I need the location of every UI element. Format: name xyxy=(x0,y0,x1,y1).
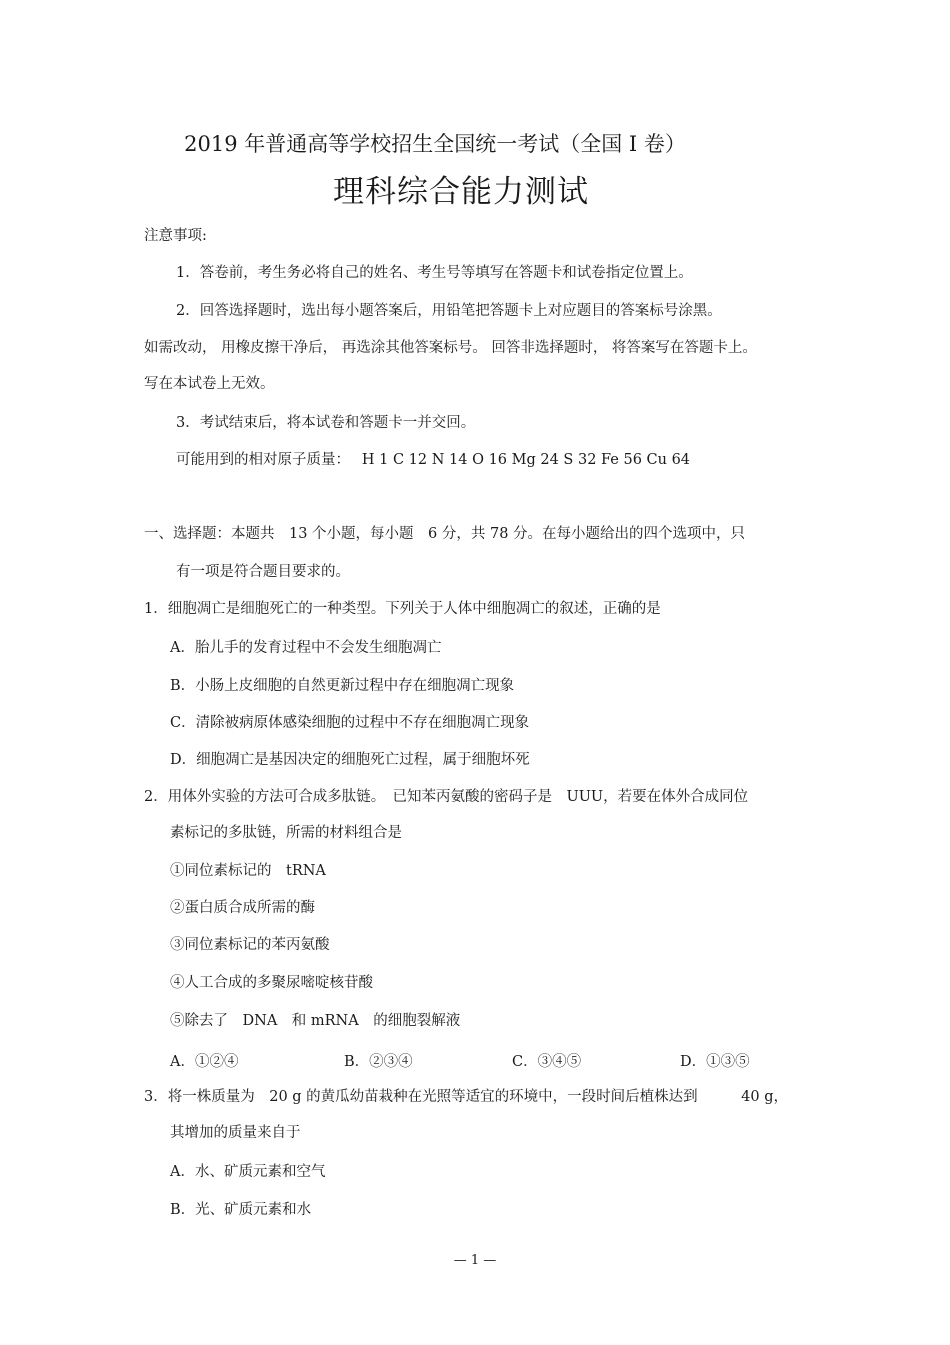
question-2-item-4: ④人工合成的多聚尿嘧啶核苷酸 xyxy=(170,975,373,991)
subject-title: 理科综合能力测试 xyxy=(333,174,589,210)
notice-item-1: 1．答卷前，考生务必将自己的姓名、考生号等填写在答题卡和试卷指定位置上。 xyxy=(176,265,693,281)
question-2-item-1: ①同位素标记的 tRNA xyxy=(170,863,326,879)
question-3-stem-line-1: 3．将一株质量为 20 g 的黄瓜幼苗栽种在光照等适宜的环境中，一段时间后植株达到 40 g， xyxy=(144,1089,789,1105)
page-number: — 1 — xyxy=(453,1253,497,1268)
question-2-options xyxy=(170,1050,820,1070)
notice-item-2-line-1: 2．回答选择题时，选出每小题答案后，用铅笔把答题卡上对应题目的答案标号涂黑。 xyxy=(176,303,722,319)
notice-heading: 注意事项: xyxy=(144,228,207,244)
question-1-option-b: B．小肠上皮细胞的自然更新过程中存在细胞凋亡现象 xyxy=(170,678,515,694)
question-2-item-3: ③同位素标记的苯丙氨酸 xyxy=(170,937,330,953)
atomic-mass-line: 可能用到的相对原子质量： H 1 C 12 N 14 O 16 Mg 24 S 32 Fe 56 Cu 64 xyxy=(176,452,691,468)
section-intro-line-1: 一、选择题：本题共 13 个小题，每小题 6 分，共 78 分。在每小题给出的四个选项中，只 xyxy=(144,526,746,542)
question-2-option-a: A．①②④ xyxy=(170,1054,239,1070)
question-1-option-c: C．清除被病原体感染细胞的过程中不存在细胞凋亡现象 xyxy=(170,715,530,731)
exam-title: 2019 年普通高等学校招生全国统一考试（全国 I 卷） xyxy=(184,132,686,156)
question-1-stem: 1．细胞凋亡是细胞死亡的一种类型。下列关于人体中细胞凋亡的叙述，正确的是 xyxy=(144,601,661,617)
question-1-option-a: A．胎儿手的发育过程中不会发生细胞凋亡 xyxy=(170,640,442,656)
question-2-option-d: D．①③⑤ xyxy=(680,1054,750,1070)
question-2-option-c: C．③④⑤ xyxy=(512,1054,582,1070)
question-2-item-5: ⑤除去了 DNA 和 mRNA 的细胞裂解液 xyxy=(170,1013,461,1029)
question-3-stem-line-2: 其增加的质量来自于 xyxy=(170,1125,301,1141)
question-1-option-d: D．细胞凋亡是基因决定的细胞死亡过程，属于细胞坏死 xyxy=(170,752,530,768)
notice-item-2-line-3: 写在本试卷上无效。 xyxy=(144,376,275,392)
question-2-option-b: B．②③④ xyxy=(344,1054,413,1070)
notice-item-2-line-2: 如需改动， 用橡皮擦干净后， 再选涂其他答案标号。 回答非选择题时， 将答案写在答题卡上。 xyxy=(144,340,757,356)
question-3-option-a: A．水、矿质元素和空气 xyxy=(170,1164,326,1180)
question-3-option-b: B．光、矿质元素和水 xyxy=(170,1202,312,1218)
question-2-stem-line-1: 2．用体外实验的方法可合成多肽链。 已知苯丙氨酸的密码子是 UUU，若要在体外合成同位 xyxy=(144,789,749,805)
notice-item-3: 3．考试结束后，将本试卷和答题卡一并交回。 xyxy=(176,415,476,431)
question-2-item-2: ②蛋白质合成所需的酶 xyxy=(170,900,315,916)
question-2-stem-line-2: 素标记的多肽链，所需的材料组合是 xyxy=(170,825,402,841)
section-intro-line-2: 有一项是符合题目要求的。 xyxy=(176,564,350,580)
